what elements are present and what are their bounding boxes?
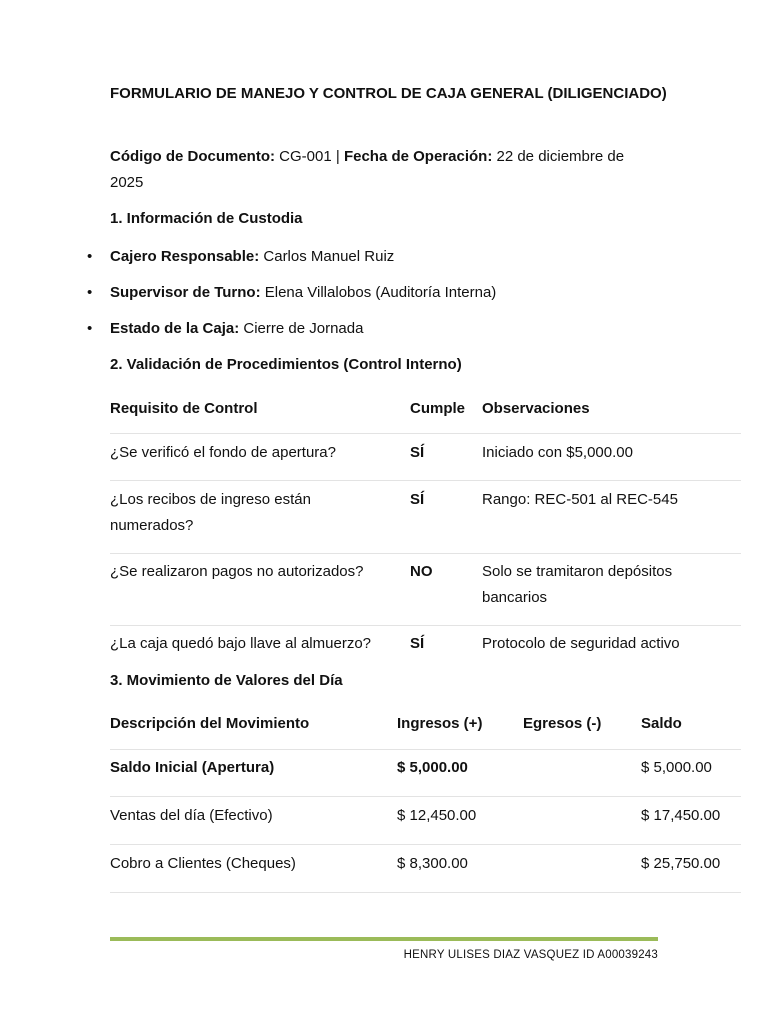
cumple-cell: SÍ: [410, 491, 425, 508]
table-row: [110, 631, 741, 661]
ingresos-cell: $ 5,000.00: [397, 759, 468, 776]
saldo-cell: $ 17,450.00: [641, 807, 721, 824]
saldo-cell: $ 25,750.00: [641, 855, 721, 872]
requirement-cell: ¿Se verificó el fondo de apertura?: [110, 444, 336, 461]
document-meta: [110, 144, 655, 196]
footer-author: HENRY ULISES DIAZ VASQUEZ ID A00039243: [403, 949, 658, 961]
table-header-row: [110, 396, 741, 434]
table-row: [110, 755, 741, 797]
observation-cell: Rango: REC-501 al REC-545: [482, 491, 678, 508]
table-row: [110, 803, 741, 845]
column-header: Saldo: [641, 715, 682, 732]
custody-item-supervisor: [87, 282, 497, 304]
custody-label: Estado de la Caja:: [110, 320, 240, 337]
custody-label: Cajero Responsable:: [110, 248, 260, 265]
footer-divider: [110, 937, 658, 941]
custody-value: Elena Villalobos (Auditoría Interna): [264, 284, 497, 301]
section2-heading: 2. Validación de Procedimientos (Control Interno): [110, 356, 462, 373]
bullet-icon: •: [87, 248, 93, 265]
description-cell: Saldo Inicial (Apertura): [110, 759, 275, 776]
custody-value: Cierre de Jornada: [243, 320, 364, 337]
table-row: [110, 851, 741, 893]
column-header: Requisito de Control: [110, 400, 258, 417]
code-value: CG-001 |: [279, 148, 340, 165]
custody-item-cajero: [87, 246, 395, 268]
description-cell: Ventas del día (Efectivo): [110, 807, 273, 824]
cumple-cell: SÍ: [410, 635, 425, 652]
observation-cell: Solo se tramitaron depósitos bancarios: [482, 563, 673, 606]
column-header: Descripción del Movimiento: [110, 715, 310, 732]
requirement-cell: ¿Los recibos de ingreso están numerados?: [110, 491, 311, 534]
observation-cell: Iniciado con $5,000.00: [482, 444, 633, 461]
section1-heading: 1. Información de Custodia: [110, 210, 303, 227]
custody-item-estado: [87, 318, 364, 340]
cumple-cell: NO: [410, 563, 433, 580]
description-cell: Cobro a Clientes (Cheques): [110, 855, 296, 872]
document-title: FORMULARIO DE MANEJO Y CONTROL DE CAJA GENERAL (DILIGENCIADO): [110, 85, 667, 102]
bullet-icon: •: [87, 284, 93, 301]
ingresos-cell: $ 8,300.00: [397, 855, 468, 872]
table-header-row: [110, 711, 741, 750]
saldo-cell: $ 5,000.00: [641, 759, 712, 776]
column-header: Egresos (-): [523, 715, 602, 732]
column-header: Ingresos (+): [397, 715, 483, 732]
observation-cell: Protocolo de seguridad activo: [482, 635, 680, 652]
requirement-cell: ¿La caja quedó bajo llave al almuerzo?: [110, 635, 371, 652]
cumple-cell: SÍ: [410, 444, 425, 461]
column-header: Observaciones: [482, 400, 590, 417]
table-row: [110, 559, 741, 626]
bullet-icon: •: [87, 320, 93, 337]
requirement-cell: ¿Se realizaron pagos no autorizados?: [110, 563, 364, 580]
ingresos-cell: $ 12,450.00: [397, 807, 477, 824]
code-label: Código de Documento:: [110, 148, 275, 165]
custody-label: Supervisor de Turno:: [110, 284, 261, 301]
custody-value: Carlos Manuel Ruiz: [263, 248, 395, 265]
date-value: 22 de diciembre de 2025: [110, 148, 625, 191]
table-row: [110, 440, 741, 481]
date-label: Fecha de Operación:: [343, 148, 493, 165]
section3-heading: 3. Movimiento de Valores del Día: [110, 672, 343, 689]
column-header: Cumple: [410, 400, 466, 417]
table-row: [110, 487, 741, 554]
